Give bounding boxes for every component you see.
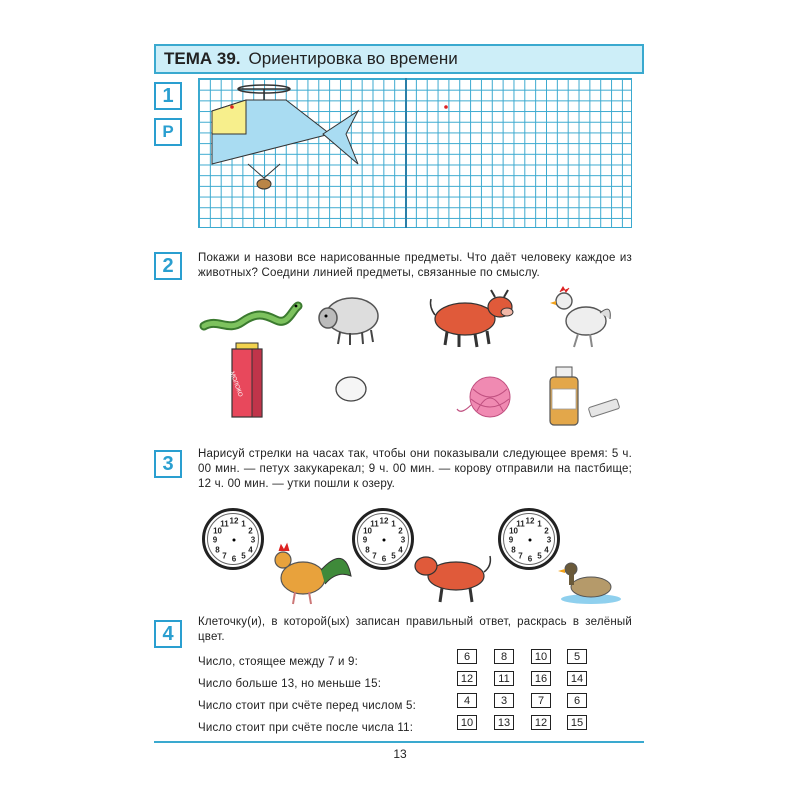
- page-number: 13: [393, 747, 407, 761]
- answer-cell[interactable]: 14: [567, 671, 587, 686]
- row-label: Число стоит при счёте после числа 11:: [198, 722, 414, 734]
- clock-numeral: 7: [222, 551, 227, 561]
- clock-3[interactable]: [498, 508, 560, 570]
- clock-numeral: 12: [525, 516, 535, 526]
- row-label: Число, стоящее между 7 и 9:: [198, 656, 359, 668]
- chicken-icon[interactable]: [548, 285, 618, 351]
- answer-cell[interactable]: 8: [494, 649, 514, 664]
- task3-text: Нарисуй стрелки на часах так, чтобы они показывали следующее время: 5 ч. 00 мин. — петух закукарекал; 9 ч. 00 мин. — корову отправили на пастбище; 12 ч. 00 мин. — утки пошли к озеру.: [198, 448, 632, 490]
- clock-face: [503, 513, 555, 565]
- clock-1[interactable]: [202, 508, 264, 570]
- clock-numeral: 1: [241, 519, 246, 529]
- cow-icon[interactable]: [425, 287, 520, 349]
- duck-icon: [555, 555, 627, 605]
- clock-numeral: 10: [213, 526, 222, 535]
- task4-text: Клеточку(и), в которой(ых) записан правильный ответ, раскрась в зелёный цвет.: [198, 616, 632, 643]
- answer-cell[interactable]: 6: [457, 649, 477, 664]
- clock-numeral: 7: [518, 551, 523, 561]
- answer-cell[interactable]: 10: [457, 715, 477, 730]
- clock-center: [383, 539, 386, 542]
- task2-text: Покажи и назови все нарисованные предметы. Что даёт человеку каждое из животных? Соедини линией предметы, связанные по смыслу.: [198, 252, 632, 279]
- snake-icon[interactable]: [198, 290, 308, 340]
- egg-icon[interactable]: [333, 374, 369, 404]
- row-label: Число больше 13, но меньше 15:: [198, 678, 382, 690]
- clock-numeral: 10: [509, 526, 518, 535]
- medicine-bottle-icon[interactable]: [545, 365, 625, 427]
- clock-numeral: 1: [537, 519, 542, 529]
- start-dot: [444, 105, 448, 109]
- clock-numeral: 8: [215, 545, 220, 554]
- answer-cell[interactable]: 13: [494, 715, 514, 730]
- clock-numeral: 12: [379, 516, 389, 526]
- clock-numeral: 2: [398, 526, 403, 535]
- clock-face: [357, 513, 409, 565]
- clock-numeral: 3: [250, 535, 256, 545]
- clock-numeral: 4: [398, 545, 403, 554]
- clock-numeral: 11: [220, 519, 229, 529]
- topic-number: ТЕМА 39.: [164, 49, 241, 68]
- yarn-ball-icon[interactable]: [455, 375, 515, 420]
- clock-numeral: 6: [231, 554, 237, 564]
- clock-numeral: 5: [391, 551, 396, 561]
- clock-numeral: 12: [229, 516, 239, 526]
- helicopter-drawing: [198, 78, 632, 228]
- task-number-4: 4: [154, 620, 182, 648]
- clock-numeral: 2: [248, 526, 253, 535]
- answer-cell[interactable]: 5: [567, 649, 587, 664]
- clock-numeral: 5: [537, 551, 542, 561]
- task-number-3: 3: [154, 450, 182, 478]
- clock-numeral: 2: [544, 526, 549, 535]
- sheep-icon[interactable]: [316, 288, 382, 348]
- row-label: Число стоит при счёте перед числом 5:: [198, 700, 416, 712]
- clock-numeral: 3: [546, 535, 552, 545]
- clock-numeral: 6: [381, 554, 387, 564]
- answer-cell[interactable]: 7: [531, 693, 551, 708]
- clock-2[interactable]: [352, 508, 414, 570]
- carton-label: МОЛОКО: [228, 371, 243, 398]
- topic-title: Ориентировка во времени: [248, 49, 458, 68]
- rooster-icon: [265, 540, 355, 606]
- clock-numeral: 11: [370, 519, 379, 529]
- clock-numeral: 4: [248, 545, 253, 554]
- clock-numeral: 1: [391, 519, 396, 529]
- answer-cell[interactable]: 3: [494, 693, 514, 708]
- clock-numeral: 11: [516, 519, 525, 529]
- milk-carton-icon[interactable]: [230, 341, 264, 419]
- answer-cell[interactable]: 12: [457, 671, 477, 686]
- helicopter-cabin: [212, 100, 246, 134]
- task-number-1: 1: [154, 82, 182, 110]
- helicopter-tail: [323, 111, 358, 164]
- answer-cell[interactable]: 11: [494, 671, 514, 686]
- clock-numeral: 9: [508, 535, 514, 545]
- footer-line: [154, 741, 644, 743]
- task-label-r: Р: [154, 118, 182, 146]
- clock-numeral: 9: [362, 535, 368, 545]
- clock-numeral: 4: [544, 545, 549, 554]
- clock-numeral: 10: [363, 526, 372, 535]
- clock-numeral: 3: [400, 535, 406, 545]
- topic-header: [154, 44, 644, 74]
- answer-cell[interactable]: 15: [567, 715, 587, 730]
- clock-numeral: 8: [365, 545, 370, 554]
- answer-cell[interactable]: 4: [457, 693, 477, 708]
- task-number-2: 2: [154, 252, 182, 280]
- wheel-icon: [257, 179, 271, 189]
- clock-numeral: 7: [372, 551, 377, 561]
- clock-numeral: 5: [241, 551, 246, 561]
- clock-numeral: 6: [527, 554, 533, 564]
- clock-face: [207, 513, 259, 565]
- answer-cell[interactable]: 10: [531, 649, 551, 664]
- clock-center: [529, 539, 532, 542]
- answer-cell[interactable]: 6: [567, 693, 587, 708]
- clock-numeral: 8: [511, 545, 516, 554]
- clock-numeral: 9: [212, 535, 218, 545]
- answer-cell[interactable]: 16: [531, 671, 551, 686]
- clock-center: [233, 539, 236, 542]
- cow-small-icon: [412, 548, 494, 606]
- answer-cell[interactable]: 12: [531, 715, 551, 730]
